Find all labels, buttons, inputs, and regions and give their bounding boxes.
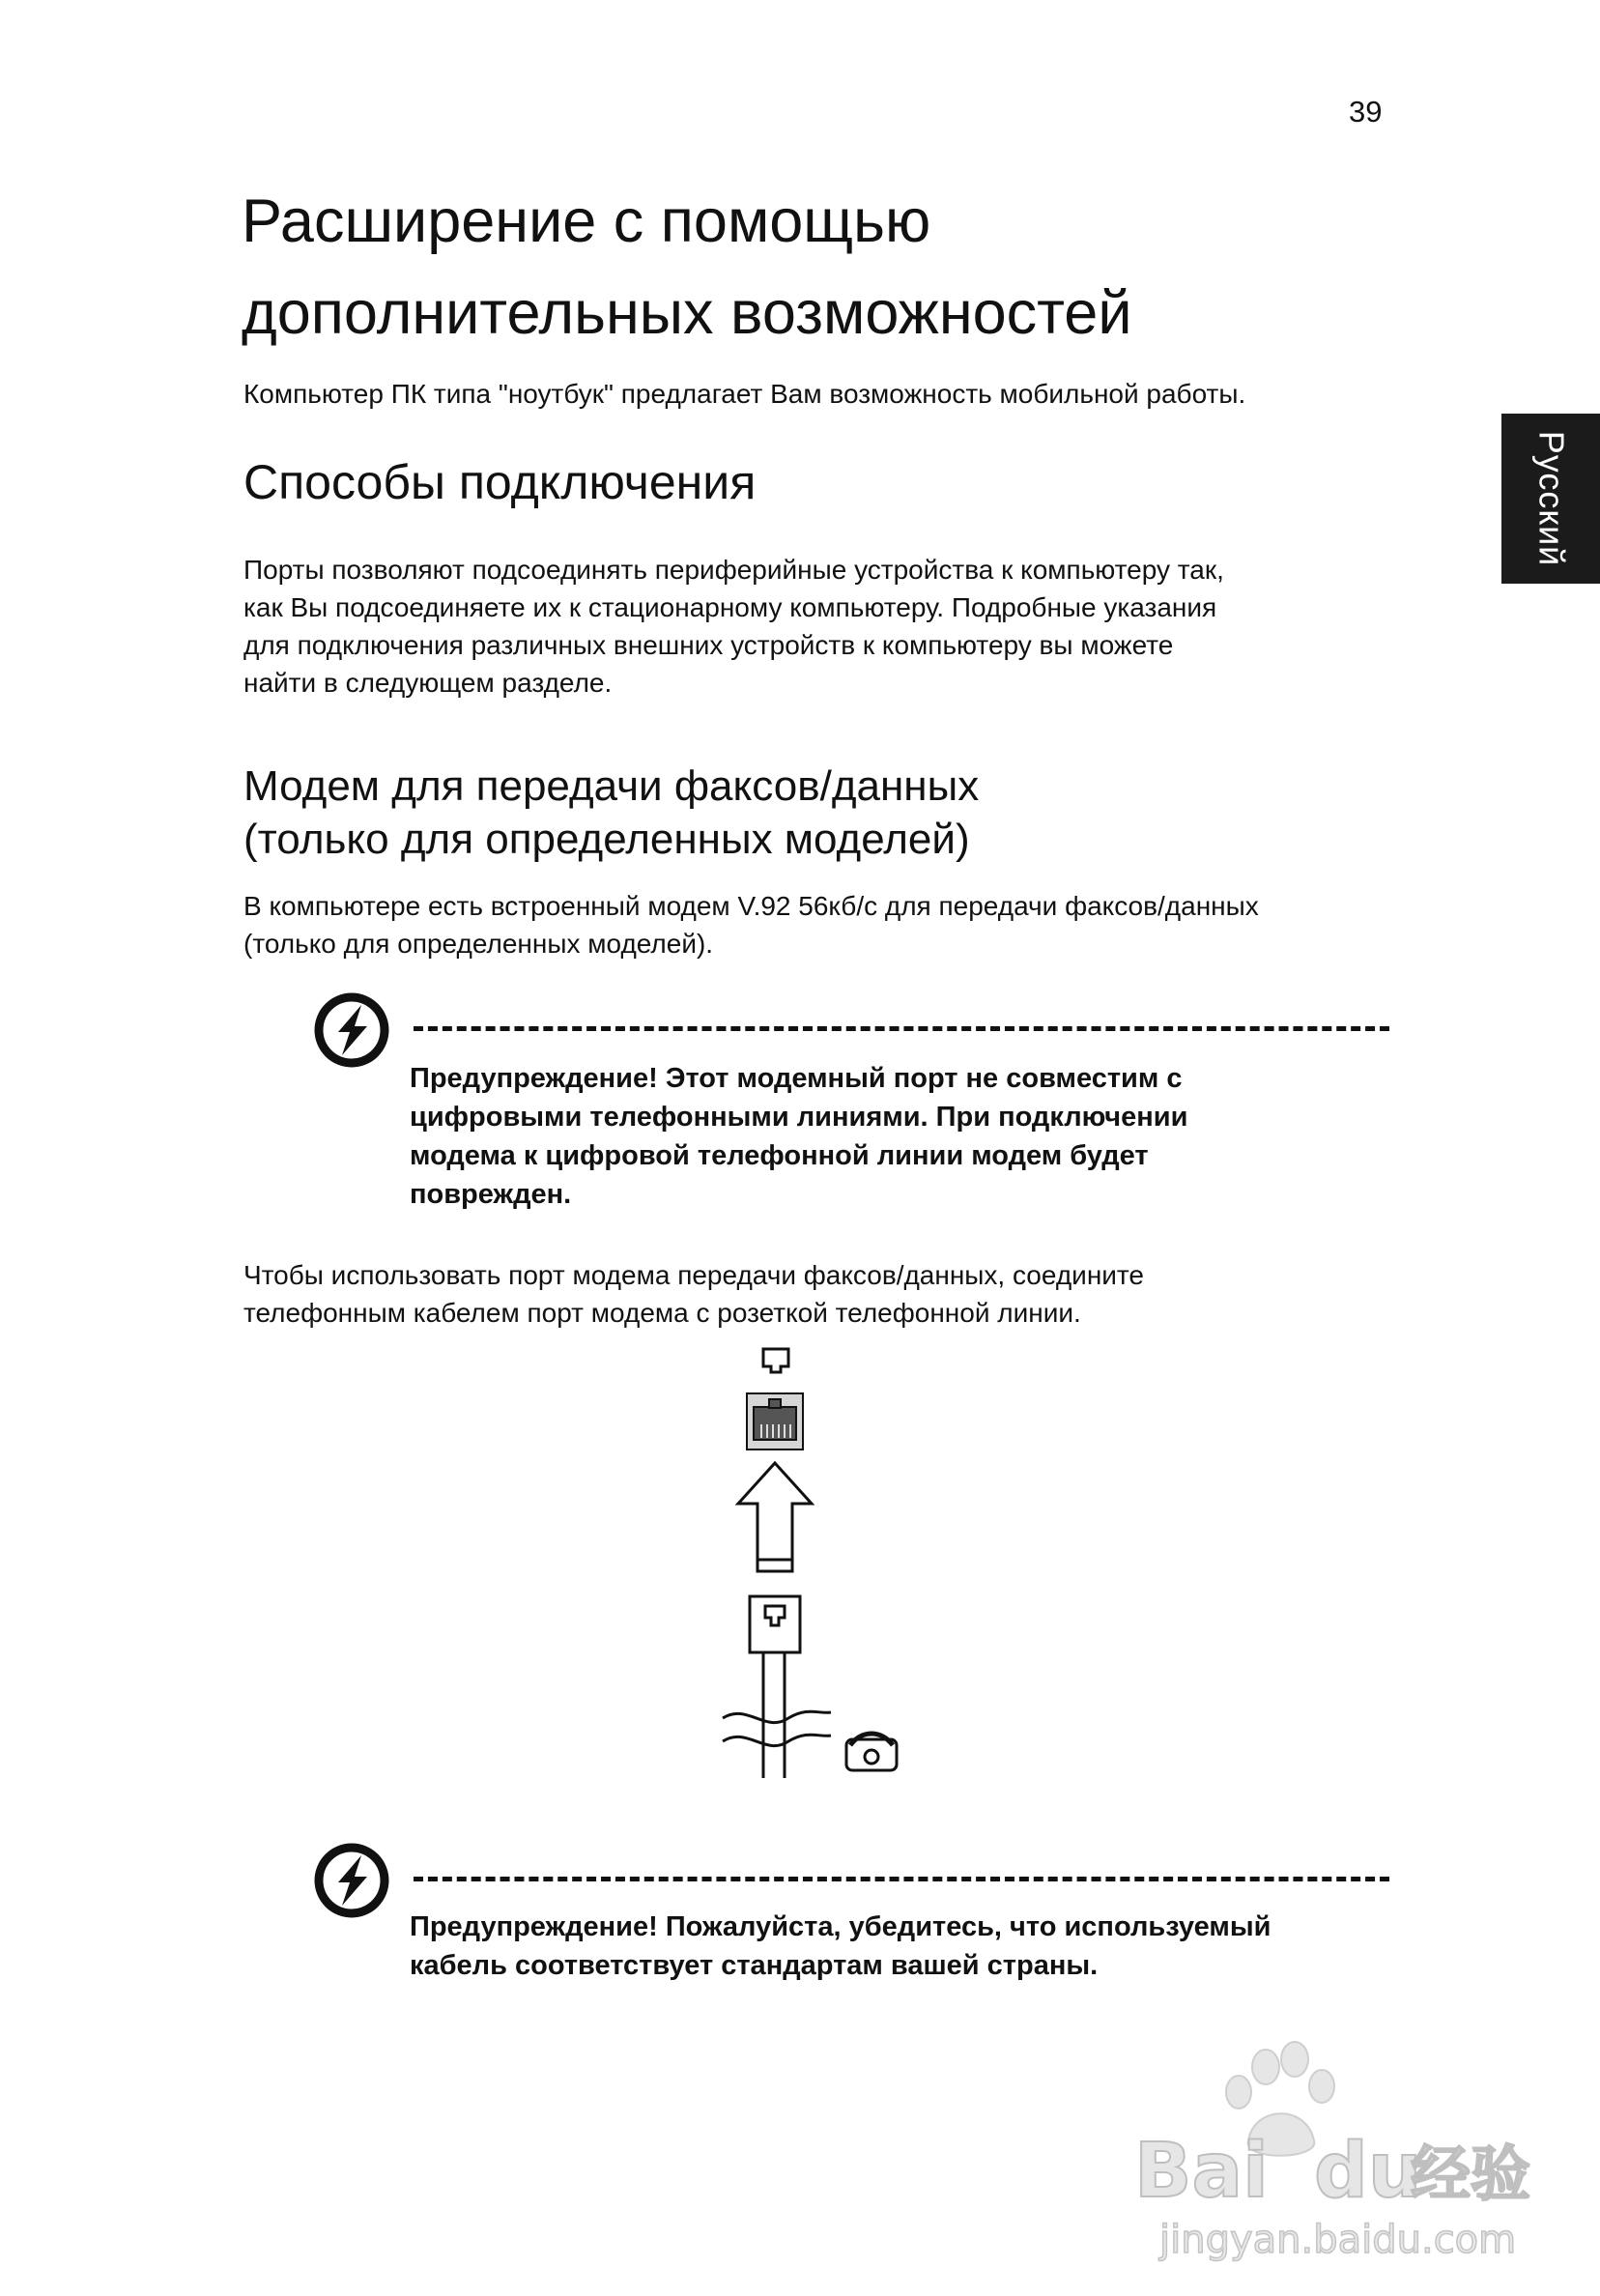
subsection-heading-line-2: (только для определенных моделей) [243,816,970,863]
subsection-paragraph [243,887,1403,962]
watermark-brand-left: Bai [1134,2128,1269,2215]
warning-2-line-1: Предупреждение! Пожалуйста, убедитесь, что используемый [410,1911,1271,1942]
language-side-tab-label: Русский [1531,430,1572,567]
warning-1-line-4: поврежден. [410,1179,572,1210]
instruction-line-1: Чтобы использовать порт модема передачи факсов/данных, соедините [243,1260,1144,1290]
instruction-paragraph [243,1256,1403,1332]
telephone-icon [846,1734,897,1770]
subsection-heading-line-1: Модем для передачи факсов/данных [243,762,980,810]
watermark-url: jingyan.baidu.com [1159,2218,1517,2262]
warning-2-line-2: кабель соответствует стандартам вашей страны. [410,1950,1099,1981]
modem-connection-diagram [715,1343,928,1807]
warning-bolt-icon [313,1842,390,1919]
section-paragraph-line-1: Порты позволяют подсоединять периферийные устройства к компьютеру так, [243,555,1224,585]
subsection-heading [243,760,979,866]
page-title [242,187,1132,375]
section-paragraph-line-3: для подключения различных внешних устройств к компьютеру вы можете [243,630,1174,660]
section-paragraph-line-2: как Вы подсоединяете их к стационарному компьютеру. Подробные указания [243,592,1217,622]
watermark-cn-label: 经验 [1411,2138,1531,2209]
subsection-paragraph-line-1: В компьютере есть встроенный модем V.92 56кб/с для передачи факсов/данных [243,891,1259,921]
page-title-line-1: Расширение с помощью [242,187,931,255]
warning-1-text [410,1059,1187,1214]
cable-break-marks [723,1711,831,1745]
modem-port-icon [763,1349,788,1372]
rj11-plug-icon [750,1596,800,1778]
section-paragraph [243,551,1403,702]
warning-1-line-2: цифровыми телефонными линиями. При подключении [410,1102,1188,1133]
warning-divider [414,1026,1389,1031]
subsection-paragraph-line-2: (только для определенных моделей). [243,929,714,959]
warning-2-text [410,1908,1271,1985]
section-heading: Способы подключения [243,455,757,509]
section-paragraph-line-4: найти в следующем разделе. [243,668,613,698]
warning-1-line-1: Предупреждение! Этот модемный порт не совместим с [410,1063,1183,1094]
warning-divider [414,1877,1389,1881]
up-arrow-icon [738,1463,812,1571]
warning-bolt-icon [313,991,390,1069]
baidu-jingyan-watermark [1121,2034,1546,2266]
intro-paragraph: Компьютер ПК типа "ноутбук" предлагает Вам возможность мобильной работы. [243,379,1246,409]
watermark-brand-right: du [1314,2128,1422,2215]
page-number: 39 [1349,95,1383,129]
page-title-line-2: дополнительных возможностей [242,279,1132,347]
warning-1-line-3: модема к цифровой телефонной линии модем будет [410,1140,1149,1171]
instruction-line-2: телефонным кабелем порт модема с розеткой телефонной линии. [243,1298,1081,1328]
rj11-socket-icon [747,1393,803,1449]
language-side-tab [1501,414,1600,584]
